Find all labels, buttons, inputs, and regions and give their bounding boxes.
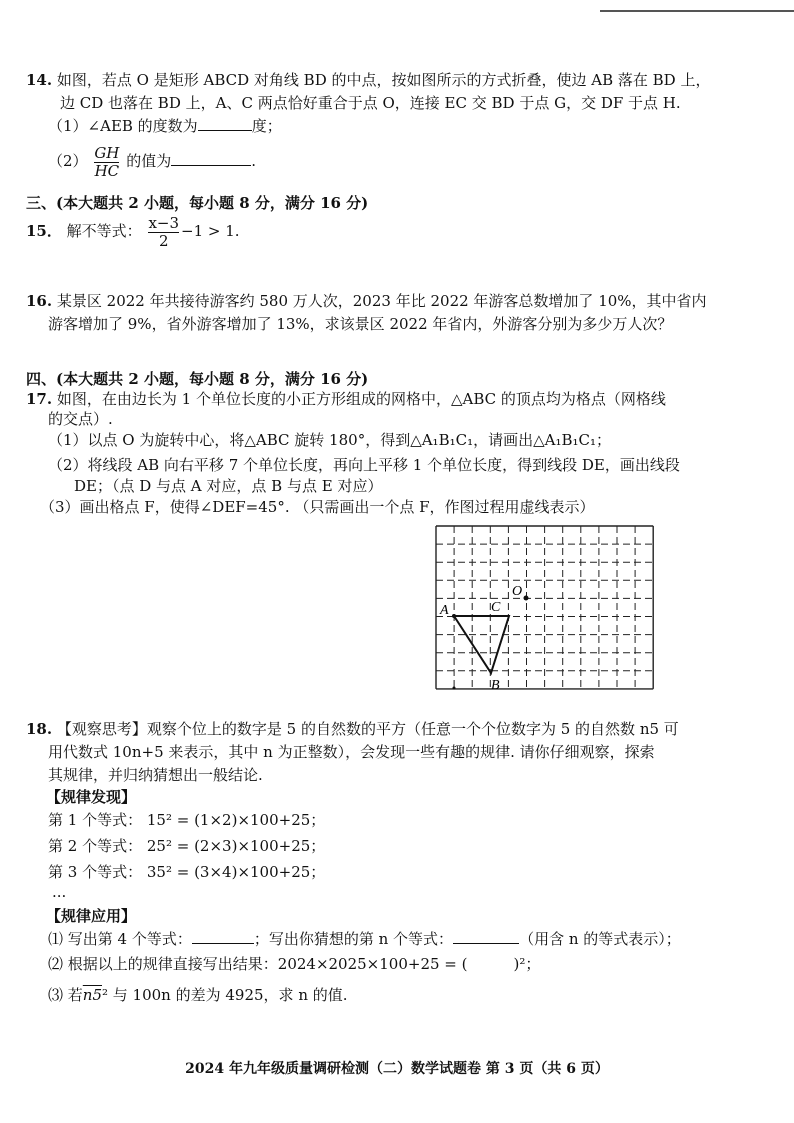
equation-3 xyxy=(48,862,325,882)
section-3-heading: 三、(本大题共 2 小题，每小题 8 分，满分 16 分) xyxy=(26,194,369,212)
rule-application-title: 【规律应用】 xyxy=(46,907,137,925)
q18-a3-prefix: ⑶ 若 xyxy=(48,986,83,1004)
inequality-fraction xyxy=(148,215,179,250)
gh-over-hc-fraction xyxy=(94,145,119,180)
q14-part2-open: （2） xyxy=(48,152,88,170)
triangle-abc xyxy=(454,616,509,673)
fraction-denominator: HC xyxy=(94,161,120,180)
q16-line1 xyxy=(26,291,707,311)
q18-text-line3: 其规律，并归纳猜想出一般结论. xyxy=(48,766,263,784)
q18-application-1 xyxy=(48,929,681,949)
q14-line1 xyxy=(26,70,710,90)
equation-2-body: 25² = (2×3)×100+25； xyxy=(146,837,326,855)
q18-a3-rest: ² 与 100n 的差为 4925，求 n 的值. xyxy=(102,986,348,1004)
q15 xyxy=(26,213,240,250)
coordinate-grid[interactable] xyxy=(432,525,660,693)
q18-text-line1: 【观察思考】观察个位上的数字是 5 的自然数的平方（任意一个个位数字为 5 的自然数 n5 可 xyxy=(56,720,679,738)
fraction-numerator: x−3 xyxy=(148,213,180,232)
q18-line1 xyxy=(26,719,679,739)
equation-1 xyxy=(48,810,325,830)
q18-application-2 xyxy=(48,954,540,974)
answer-blank[interactable] xyxy=(192,929,254,944)
point-o xyxy=(524,596,529,601)
q18-a2-prefix: ⑵ 根据以上的规律直接写出结果：2024×2025×100+25 = ( xyxy=(48,955,468,973)
q17-part3: （3）画出格点 F，使得∠DEF=45°. （只需画出一个点 F，作图过程用虚线表示） xyxy=(40,498,595,516)
fraction-numerator: GH xyxy=(94,143,120,162)
q18-a1-middle: ；写出你猜想的第 n 个等式： xyxy=(253,930,454,948)
label-b: B xyxy=(491,678,500,693)
q17-part2a: （2）将线段 AB 向右平移 7 个单位长度，再向上平移 1 个单位长度，得到线段 DE，画出线段 xyxy=(48,456,680,474)
point-a xyxy=(452,614,456,618)
answer-blank[interactable] xyxy=(453,929,519,944)
q14-part1 xyxy=(48,116,282,136)
q17-number: 17. xyxy=(26,390,53,408)
q17-text-line1: 如图，在由边长为 1 个单位长度的小正方形组成的网格中，△ABC 的顶点均为格点（网格线 xyxy=(56,390,666,408)
q15-number: 15． xyxy=(26,222,62,240)
q18-number: 18. xyxy=(26,720,53,738)
q16-number: 16. xyxy=(26,292,53,310)
q15-prefix: 解不等式： xyxy=(66,222,142,240)
rule-discovery-title: 【规律发现】 xyxy=(46,788,137,806)
fraction-denominator: 2 xyxy=(158,231,169,250)
q18-application-3 xyxy=(48,985,348,1005)
q16-text-line1: 某景区 2022 年共接待游客约 580 万人次，2023 年比 2022 年游客总数增加了 10%，其中省内 xyxy=(56,292,707,310)
header-rule xyxy=(600,10,794,12)
q14-part2 xyxy=(48,143,256,180)
q14-text-line2: 边 CD 也落在 BD 上，A、C 两点恰好重合于点 O，连接 EC 交 BD 于点 G，交 DF 于点 H. xyxy=(60,94,681,112)
equation-3-label: 第 3 个等式： xyxy=(48,863,143,881)
q17-line1 xyxy=(26,389,666,409)
q16-text-line2: 游客增加了 9%，省外游客增加了 13%，求该景区 2022 年省内，外游客分别为多少万人次？ xyxy=(48,315,673,333)
label-a: A xyxy=(440,603,449,618)
q17-part2b: DE；（点 D 与点 A 对应，点 B 与点 E 对应） xyxy=(74,477,383,495)
label-c: C xyxy=(491,600,501,615)
equation-1-body: 15² = (1×2)×100+25； xyxy=(146,811,326,829)
page-footer: 2024 年九年级质量调研检测（二）数学试题卷 第 3 页（共 6 页） xyxy=(185,1061,609,1077)
q15-suffix: −1 > 1. xyxy=(181,222,240,240)
equation-2-label: 第 2 个等式： xyxy=(48,837,143,855)
equation-1-label: 第 1 个等式： xyxy=(48,811,143,829)
q14-part2-end: . xyxy=(251,152,256,170)
grid-lines xyxy=(436,526,653,689)
equation-2 xyxy=(48,836,325,856)
q14-number: 14. xyxy=(26,71,53,89)
ellipsis: ... xyxy=(52,883,67,901)
q18-a1-end: （用含 n 的等式表示）； xyxy=(519,930,681,948)
q14-part1-text: （1）∠AEB 的度数为 xyxy=(48,117,198,135)
grid-corner-dot xyxy=(453,687,456,690)
label-o: O xyxy=(512,584,523,599)
q18-text-line2: 用代数式 10n+5 来表示，其中 n 为正整数），会发现一些有趣的规律. 请你仔细观察，探索 xyxy=(48,743,655,761)
equation-3-body: 35² = (3×4)×100+25； xyxy=(146,863,326,881)
answer-blank[interactable] xyxy=(198,116,252,131)
overlined-number: n5 xyxy=(82,986,102,1004)
q14-part2-text: 的值为 xyxy=(126,152,172,170)
q18-a1-prefix: ⑴ 写出第 4 个等式： xyxy=(48,930,192,948)
q18-a2-end: )²； xyxy=(513,955,541,973)
q17-text-line2: 的交点）. xyxy=(48,410,113,428)
answer-blank[interactable] xyxy=(171,151,251,166)
q14-text-line1: 如图，若点 O 是矩形 ABCD 对角线 BD 的中点，按如图所示的方式折叠，使边 AB 落在 BD 上， xyxy=(56,71,711,89)
q17-part1: （1）以点 O 为旋转中心，将△ABC 旋转 180°，得到△A₁B₁C₁，请画出△A₁B₁C₁； xyxy=(48,431,612,449)
section-4-heading: 四、(本大题共 2 小题，每小题 8 分，满分 16 分) xyxy=(26,370,369,388)
q14-part1-end: 度； xyxy=(251,117,282,135)
